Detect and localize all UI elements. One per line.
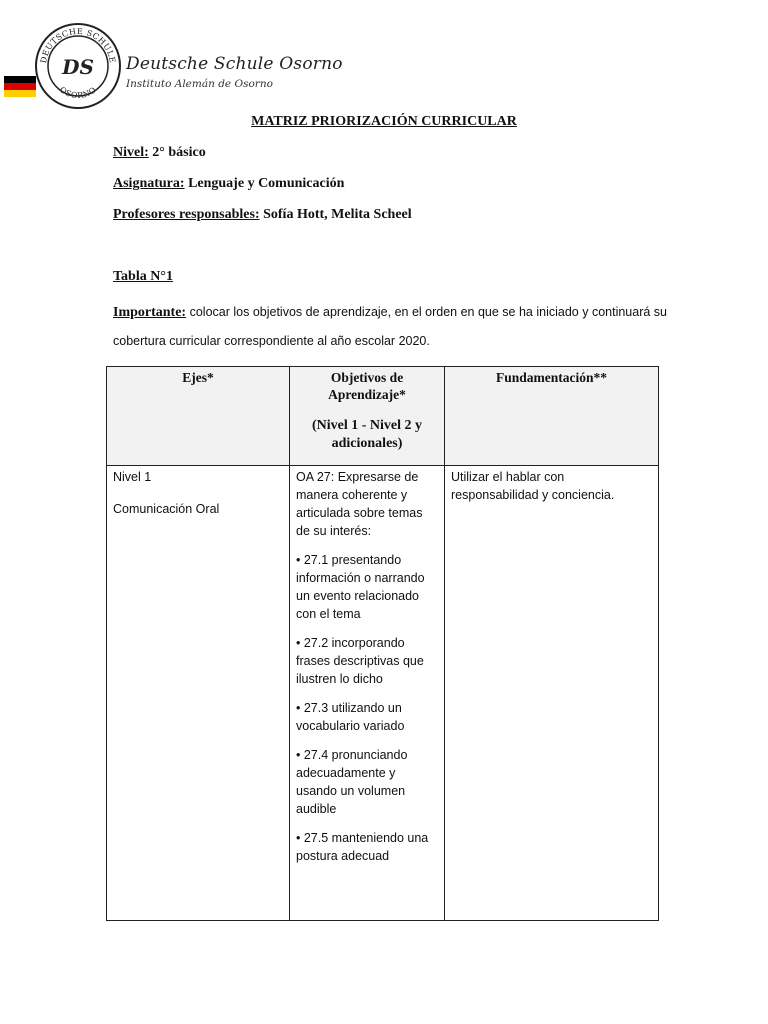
cell-fundamentacion: [445, 466, 659, 921]
ejes-content: [107, 466, 289, 520]
table-header-row: [107, 367, 659, 466]
school-subtitle: Instituto Alemán de Osorno: [126, 78, 273, 90]
header-objetivos-label: Objetivos de Aprendizaje*: [328, 370, 406, 402]
nivel-value: 2° básico: [152, 145, 206, 160]
importante-text: colocar los objetivos de aprendizaje, en el orden en que se ha iniciado y continuará su cobertura curricular correspondiente al año escolar 2020.: [113, 305, 667, 348]
flag-stripe-black: [4, 76, 36, 83]
eje-nivel: Nivel 1: [113, 470, 152, 484]
german-flag-icon: [4, 76, 36, 97]
svg-text:OSORNO: OSORNO: [57, 85, 99, 101]
profesores-line: [113, 207, 412, 223]
importante-paragraph: [113, 298, 673, 355]
curriculum-matrix-table: [106, 366, 659, 921]
importante-label: Importante:: [113, 305, 187, 320]
header-objetivos: [290, 367, 445, 466]
cell-ejes: [107, 466, 290, 921]
profesores-label: Profesores responsables:: [113, 207, 260, 222]
tabla-heading: Tabla N°1: [113, 269, 173, 284]
header-fundamentacion-label: Fundamentación**: [495, 370, 607, 385]
header-ejes-label: Ejes*: [182, 370, 214, 385]
header-ejes: [107, 367, 290, 466]
asignatura-label: Asignatura:: [113, 176, 185, 191]
svg-text:DEUTSCHE SCHULE: DEUTSCHE SCHULE: [39, 26, 117, 64]
fundamentacion-text: Utilizar el hablar con responsabilidad y conciencia.: [451, 470, 615, 502]
svg-text:DS: DS: [62, 55, 94, 79]
flag-stripe-red: [4, 83, 36, 90]
nivel-label: Nivel:: [113, 145, 149, 160]
oa-item-27-3: • 27.3 utilizando un vocabulario variado: [296, 701, 405, 733]
school-seal-logo: [34, 22, 122, 110]
school-name: Deutsche Schule Osorno: [126, 54, 343, 74]
asignatura-line: [113, 176, 344, 192]
document-title: MATRIZ PRIORIZACIÓN CURRICULAR: [251, 114, 517, 129]
oa-item-27-5: • 27.5 manteniendo una postura adecuad: [296, 831, 429, 863]
profesores-value: Sofía Hott, Melita Scheel: [263, 207, 412, 222]
table-row: [107, 466, 659, 921]
eje-nombre: Comunicación Oral: [113, 502, 220, 516]
cell-objetivos: [290, 466, 445, 921]
objetivos-content: [290, 466, 444, 865]
header-objetivos-sub: (Nivel 1 - Nivel 2 y adicionales): [311, 418, 423, 451]
oa-intro: OA 27: Expresarse de manera coherente y articulada sobre temas de su interés:: [296, 470, 423, 538]
flag-stripe-gold: [4, 90, 36, 97]
oa-item-27-4: • 27.4 pronunciando adecuadamente y usando un volumen audible: [296, 748, 408, 816]
nivel-line: [113, 145, 206, 161]
header-fundamentacion: [445, 367, 659, 466]
asignatura-value: Lenguaje y Comunicación: [188, 176, 345, 191]
oa-item-27-2: • 27.2 incorporando frases descriptivas que ilustren lo dicho: [296, 636, 424, 686]
oa-item-27-1: • 27.1 presentando información o narrando un evento relacionado con el tema: [296, 553, 425, 621]
